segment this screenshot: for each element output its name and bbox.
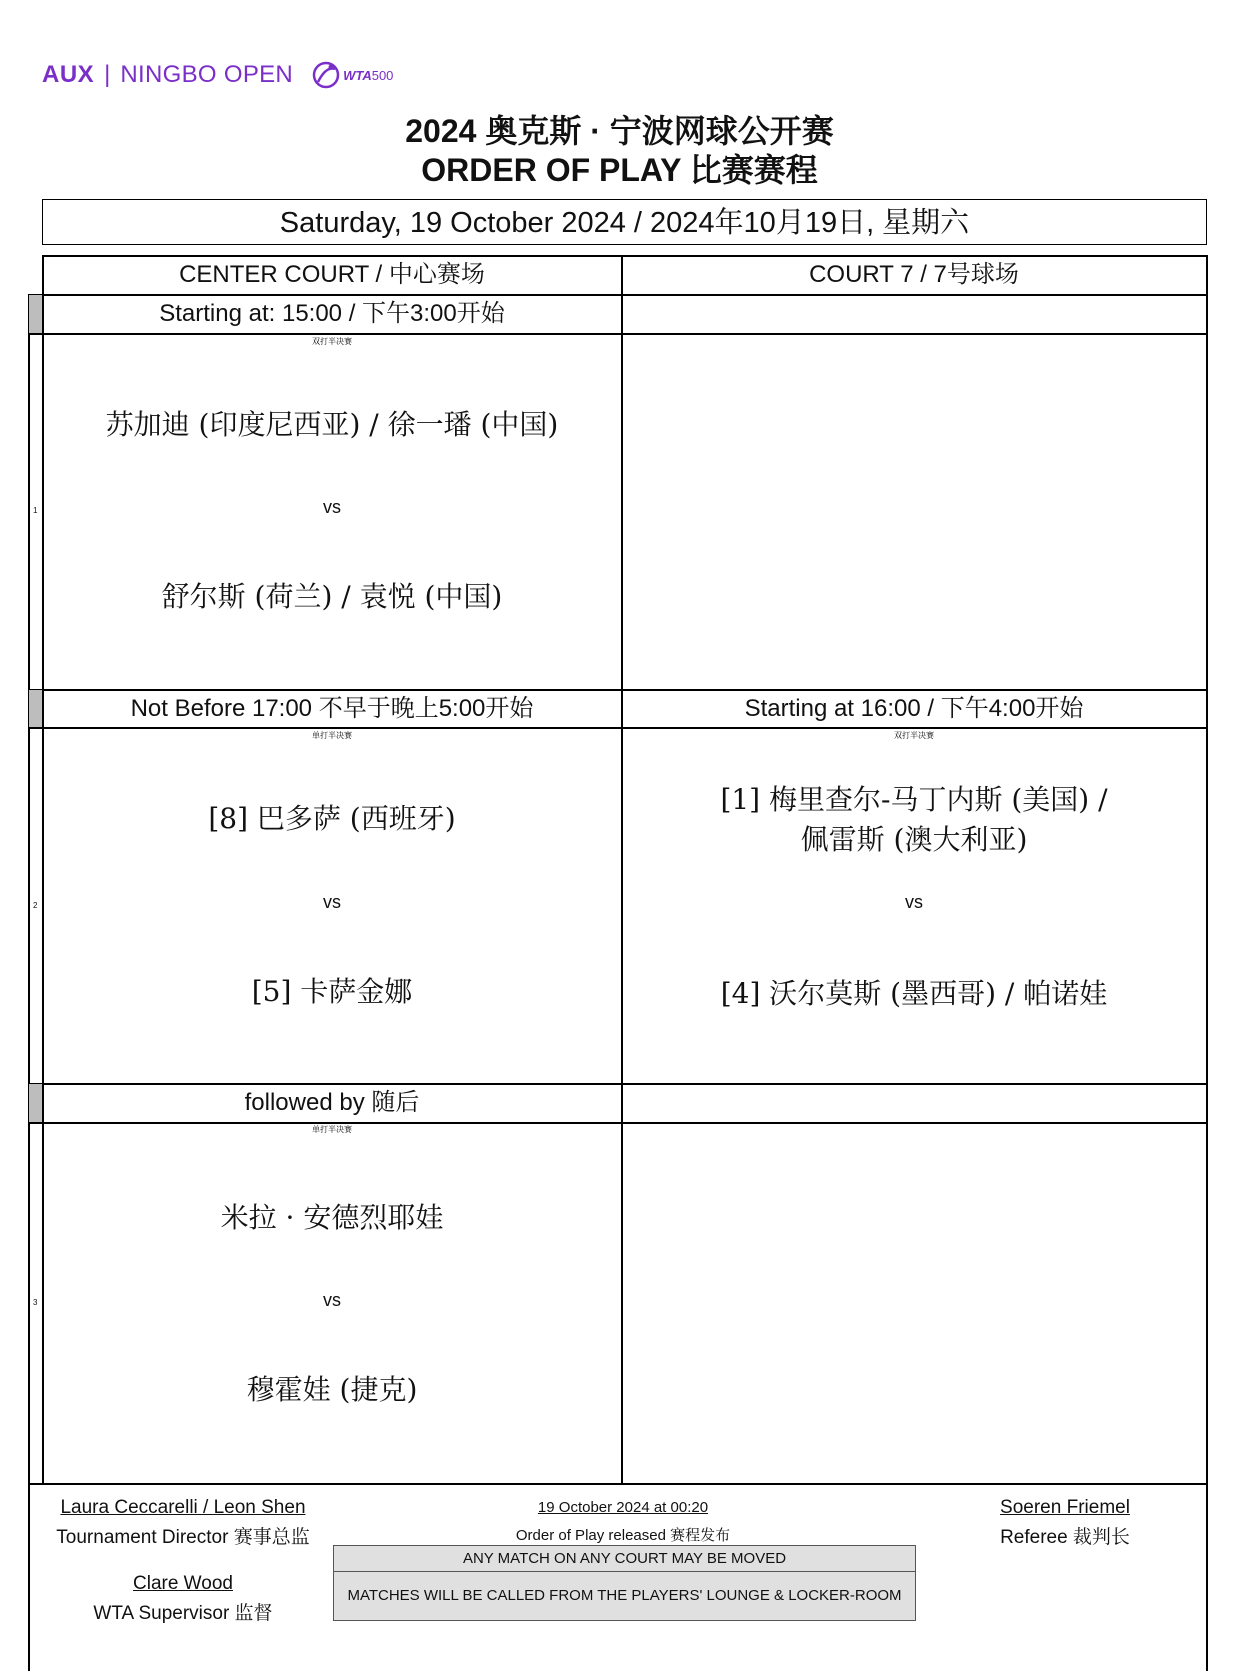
release-date: 19 October 2024 at 00:20 [537, 1499, 709, 1516]
match-round: 双打半决赛 [312, 337, 352, 346]
team2: [5] 卡萨金娜 [251, 975, 413, 1008]
vs-label: vs [323, 1290, 341, 1310]
notice-calling: MATCHES WILL BE CALLED FROM THE PLAYERS' LOUNGE & LOCKER-ROOM [347, 1587, 902, 1604]
vs-label: vs [323, 892, 341, 912]
court7-team1-line2: 佩雷斯 (澳大利亚) [800, 823, 1028, 856]
row-number: 3 [33, 1298, 38, 1307]
match-time: Not Before 17:00 不早于晚上5:00开始 [130, 695, 534, 722]
notice-box [333, 1545, 916, 1621]
logo-brand: AUX [42, 61, 95, 88]
referee-title: Referee 裁判长 [1000, 1527, 1130, 1548]
referee-name: Soeren Friemel [1000, 1497, 1130, 1518]
match-round: 单打半决赛 [312, 731, 352, 740]
court7-vs-label: vs [905, 892, 923, 912]
team1: 苏加迪 (印度尼西亚) / 徐一璠 (中国) [105, 408, 559, 441]
team1: [8] 巴多萨 (西班牙) [208, 802, 456, 835]
court7-team1-line1: [1] 梅里查尔-马丁内斯 (美国) / [720, 783, 1108, 816]
release-label: Order of Play released 赛程发布 [515, 1527, 731, 1544]
team1: 米拉 · 安德烈耶娃 [220, 1201, 444, 1234]
court7-match-round: 双打半决赛 [894, 731, 934, 740]
logo-separator: | [104, 61, 111, 88]
match-time: followed by 随后 [244, 1089, 420, 1116]
logo-name: NINGBO OPEN [120, 61, 294, 88]
wta-tennis-player-icon [311, 60, 341, 90]
center-court-header: CENTER COURT / 中心赛场 [179, 261, 485, 288]
match-time: Starting at: 15:00 / 下午3:00开始 [159, 300, 505, 327]
court7-match-time: Starting at 16:00 / 下午4:00开始 [744, 695, 1084, 722]
date-bar: Saturday, 19 October 2024 / 2024年10月19日, 星期六 [42, 199, 1207, 245]
court7-header: COURT 7 / 7号球场 [809, 261, 1019, 288]
team2: 穆霍娃 (捷克) [246, 1373, 418, 1406]
wta-logo [311, 60, 393, 90]
supervisor-name: Clare Wood [133, 1573, 233, 1594]
notice-move: ANY MATCH ON ANY COURT MAY BE MOVED [334, 1546, 915, 1572]
court7-team2: [4] 沃尔莫斯 (墨西哥) / 帕诺娃 [720, 977, 1108, 1010]
match-round: 单打半决赛 [312, 1125, 352, 1134]
row-number: 1 [33, 506, 38, 515]
wta-text: WTA [343, 67, 372, 83]
director-title: Tournament Director 赛事总监 [56, 1527, 310, 1548]
team2: 舒尔斯 (荷兰) / 袁悦 (中国) [161, 580, 503, 613]
wta-level: 500 [371, 67, 394, 83]
title-line1: 2024 奥克斯 · 宁波网球公开赛 [405, 113, 834, 149]
tournament-logo [42, 58, 393, 92]
director-names: Laura Ceccarelli / Leon Shen [60, 1497, 306, 1518]
supervisor-title: WTA Supervisor 监督 [93, 1603, 273, 1624]
vs-label: vs [323, 497, 341, 517]
row-number: 2 [33, 901, 38, 910]
title-line2: ORDER OF PLAY 比赛赛程 [421, 152, 818, 188]
